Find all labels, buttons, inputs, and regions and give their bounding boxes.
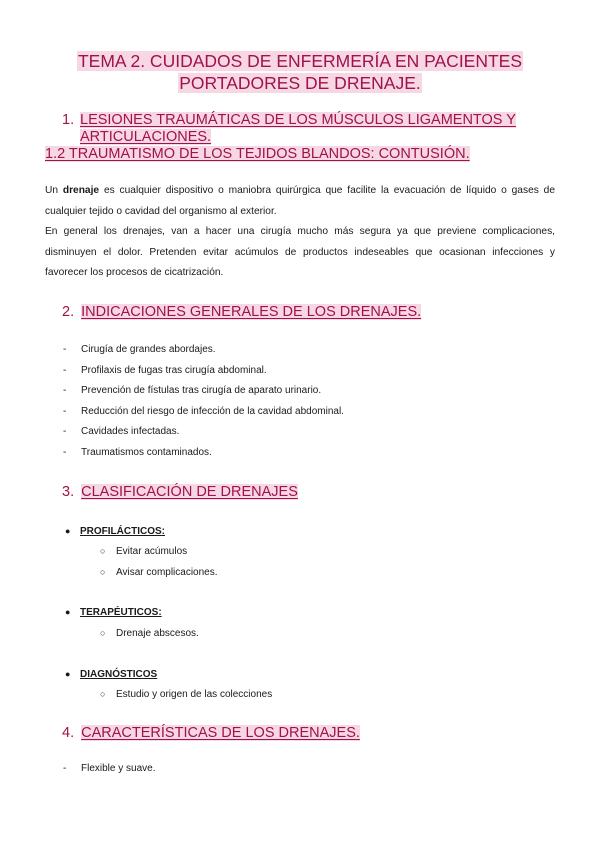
category-diagnosticos: ● DIAGNÓSTICOS [65,669,158,680]
list-item: - Profilaxis de fugas tras cirugía abdominal. [63,364,267,376]
intro-line-3: En general los drenajes, van a hacer una cirugía mucho más segura ya que previene complicaciones, [45,226,555,237]
circle-bullet-icon: ○ [100,628,106,638]
section-4-text: CARACTERÍSTICAS DE LOS DRENAJES. [81,725,360,741]
category-profilacticos: ● PROFILÁCTICOS: [65,526,165,537]
section-4-number: 4. [62,725,75,741]
section-1-2-heading [45,146,470,163]
list-item: - Prevención de fístulas tras cirugía de aparato urinario. [63,385,322,397]
sub-item: ○ Drenaje abscesos. [100,628,199,639]
sub-item: ○ Avisar complicaciones. [100,567,218,578]
bullet-icon: ● [65,526,71,536]
section-2-text: INDICACIONES GENERALES DE LOS DRENAJES. [81,304,422,320]
title-line-2: PORTADORES DE DRENAJE. [179,73,421,93]
intro-line-1: Un drenaje es cualquier dispositivo o maniobra quirúrgica que facilite la evacuación de líquido o gases de [45,185,555,196]
circle-bullet-icon: ○ [100,567,106,577]
intro-paragraph [45,181,555,284]
term-drenaje: drenaje [62,185,100,196]
section-1-heading [62,112,542,146]
section-2-number: 2. [62,304,75,320]
intro-line-2: cualquier tejido o cavidad del organismo al exterior. [45,205,277,217]
intro-line-4: disminuyen el dolor. Pretenden evitar acúmulos de productos indeseables que ocasionan infecciones y [45,246,555,258]
section-1-line-2: ARTICULACIONES. [80,129,212,145]
page-title [60,50,540,94]
section-3-text: CLASIFICACIÓN DE DRENAJES [81,484,298,500]
title-line-1: TEMA 2. CUIDADOS DE ENFERMERÍA EN PACIENTES [77,51,523,71]
section-1-2-text: 1.2 TRAUMATISMO DE LOS TEJIDOS BLANDOS: CONTUSIÓN. [45,146,470,162]
section-4-heading [62,725,360,742]
list-item: - Cavidades infectadas. [63,426,180,438]
list-item: - Cirugía de grandes abordajes. [63,344,216,355]
list-item: - Reducción del riesgo de infección de la cavidad abdominal. [63,405,344,417]
section-1-number: 1. [62,112,75,128]
circle-bullet-icon: ○ [100,546,106,556]
section-3-number: 3. [62,484,75,500]
section-3-heading [62,484,298,501]
section-1-line-1: LESIONES TRAUMÁTICAS DE LOS MÚSCULOS LIGAMENTOS Y [80,112,516,128]
list-item: - Flexible y suave. [63,763,156,774]
bullet-icon: ● [65,669,71,679]
section-2-heading [62,304,421,321]
circle-bullet-icon: ○ [100,689,106,699]
sub-item: ○ Estudio y origen de las colecciones [100,689,273,700]
sub-item: ○ Evitar acúmulos [100,546,188,557]
indications-list [63,340,344,464]
characteristics-list [63,759,155,780]
category-terapeuticos: ● TERAPÉUTICOS: [65,607,162,618]
bullet-icon: ● [65,607,71,617]
intro-line-5: favorecer los procesos de cicatrización. [45,267,224,278]
list-item: - Traumatismos contaminados. [63,446,212,458]
